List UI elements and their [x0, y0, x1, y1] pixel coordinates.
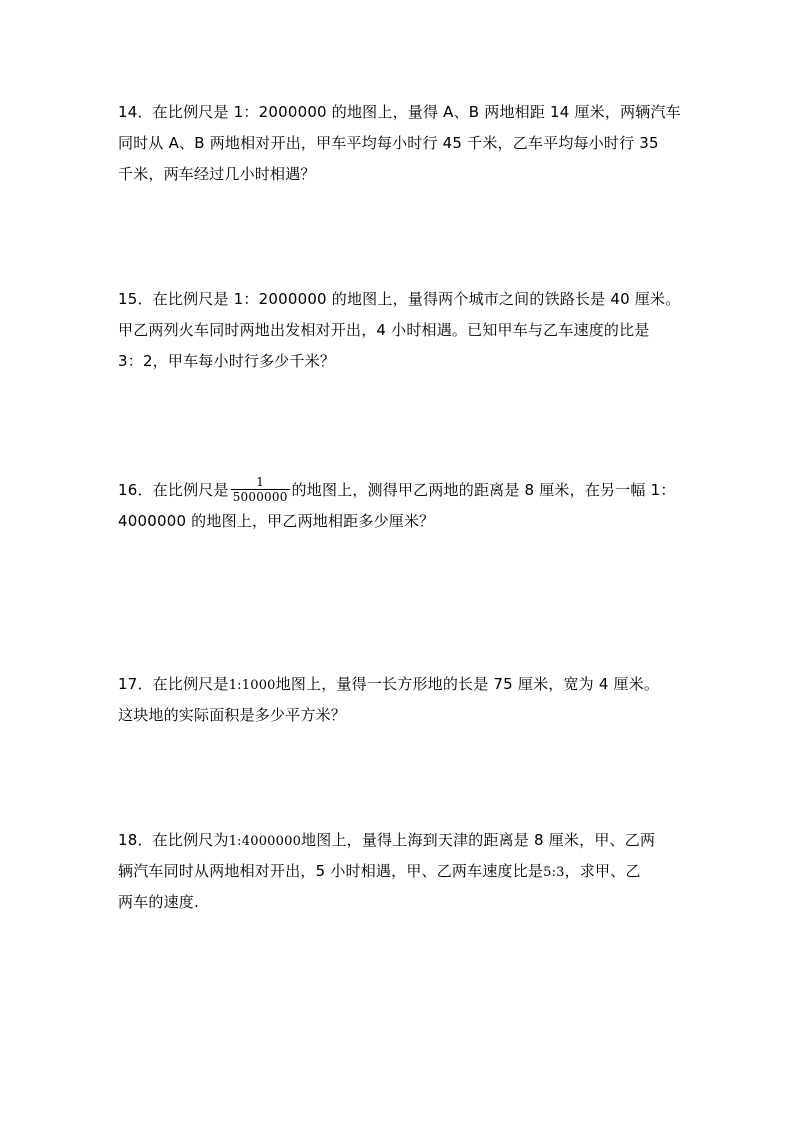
- problem-16-suffix: 的地图上，测得甲乙两地的距离是 8 厘米，在另一幅 1：: [291, 481, 676, 499]
- problem-15-line-3: 3：2，甲车每小时行多少千米？: [118, 352, 336, 370]
- problem-17-prefix: 17．在比例尺是: [118, 675, 229, 693]
- problem-18: [118, 825, 678, 918]
- problem-18-line-2-suffix: ，求甲、乙: [564, 862, 641, 880]
- problem-18-prefix: 18．在比例尺为: [118, 831, 229, 849]
- problem-18-ratio: 1:4000000: [228, 834, 302, 849]
- problem-16-prefix: 16．在比例尺是: [118, 481, 229, 499]
- problem-17-suffix: 地图上，量得一长方形地的长是 75 厘米，宽为 4 厘米。: [275, 675, 660, 693]
- scale-fraction: [231, 475, 290, 504]
- fraction-denominator: 5000000: [232, 490, 288, 504]
- problem-14-line-2: 同时从 A、B 两地相对开出，甲车平均每小时行 45 千米，乙车平均每小时行 35: [118, 134, 659, 152]
- speed-ratio: 5:3: [543, 865, 565, 880]
- problem-14-line-3: 千米，两车经过几小时相遇？: [118, 165, 316, 183]
- problem-14-line-1: 14．在比例尺是 1：2000000 的地图上，量得 A、B 两地相距 14 厘米，两辆汽车: [118, 103, 681, 121]
- problem-16: [118, 475, 678, 537]
- problem-15-line-1: 15．在比例尺是 1：2000000 的地图上，量得两个城市之间的铁路长是 40 厘米。: [118, 290, 681, 308]
- problem-17-line-2: 这块地的实际面积是多少平方米？: [118, 706, 347, 724]
- problem-16-line-2: 4000000 的地图上，甲乙两地相距多少厘米？: [118, 512, 435, 530]
- problem-18-line-2-prefix: 辆汽车同时从两地相对开出，5 小时相遇，甲、乙两车速度比是: [118, 862, 544, 880]
- problem-17: [118, 669, 678, 731]
- fraction-numerator: 1: [256, 475, 265, 489]
- problem-17-ratio: 1:1000: [228, 678, 276, 693]
- problem-18-line-1: [118, 825, 678, 856]
- problem-16-line-1: [118, 475, 678, 506]
- problem-14: [118, 97, 681, 190]
- problem-18-suffix: 地图上，量得上海到天津的距离是 8 厘米，甲、乙两: [301, 831, 656, 849]
- problem-17-line-1: [118, 669, 678, 700]
- problem-15-line-2: 甲乙两列火车同时两地出发相对开出，4 小时相遇。已知甲车与乙车速度的比是: [118, 321, 650, 339]
- problem-18-line-3: 两车的速度.: [118, 893, 199, 911]
- problem-15: [118, 284, 681, 377]
- problem-18-line-2: [118, 856, 678, 887]
